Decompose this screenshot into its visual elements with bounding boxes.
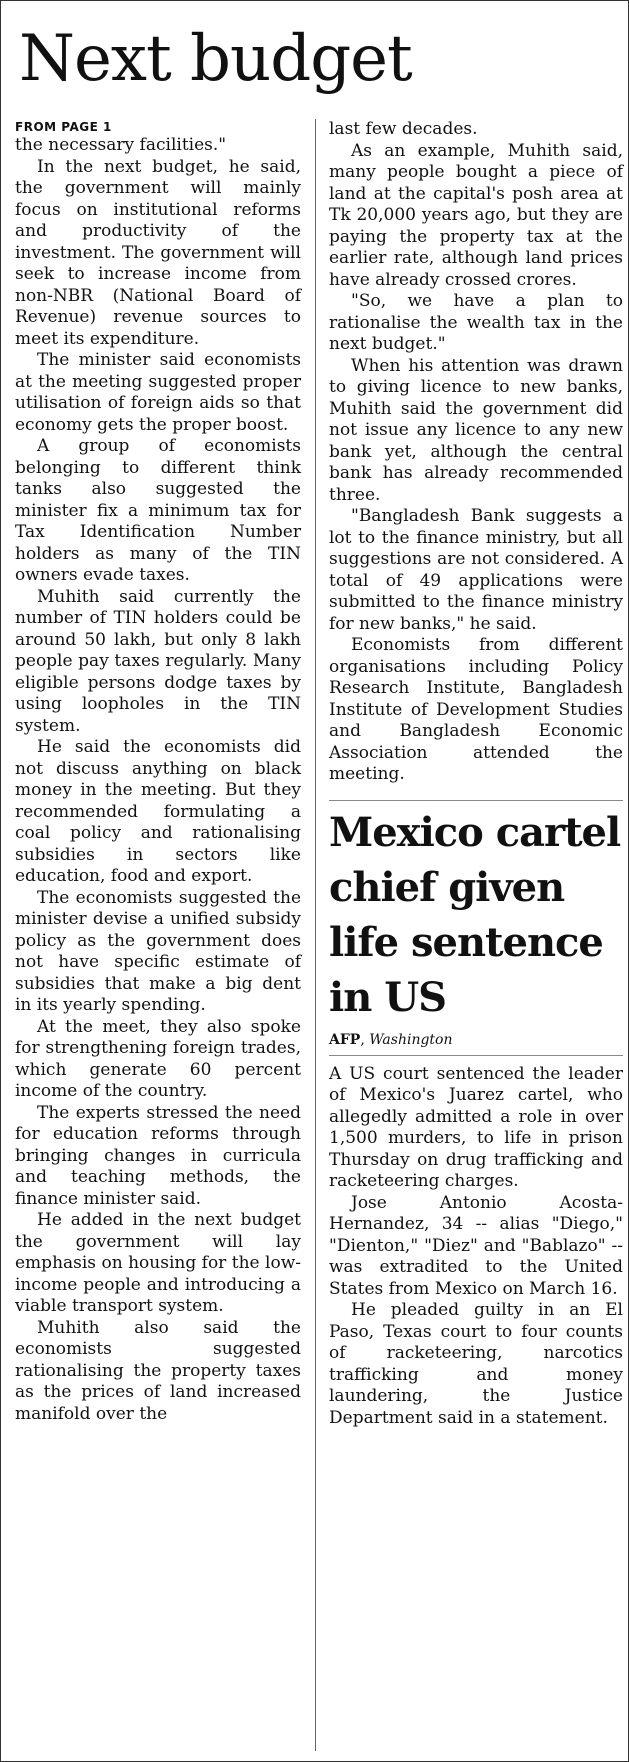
byline-place: Washington [369, 1031, 453, 1048]
page-headline: Next budget [19, 22, 412, 96]
article-paragraph: the necessary facilities." [15, 135, 227, 155]
article-paragraph: last few decades. [329, 119, 478, 139]
article-paragraph: A US court sentenced the leader of Mexico's Juarez cartel, who allegedly admitted a role in over 1,500 murders, to life in prison Thursday on drug trafficking and racketeering charges. [329, 1063, 623, 1191]
article-paragraph: The experts stressed the need for education reforms through bringing changes in curricula and teaching methods, the finance minister said. [15, 1102, 301, 1209]
article-paragraph: Jose Antonio Acosta-Hernandez, 34 -- alias "Diego," "Dienton," "Diez" and "Bablazo" -- was extradited to the United States from Mexico on March 16. [329, 1192, 623, 1299]
article-paragraph: A group of economists belonging to different think tanks also suggested the minister fix a minimum tax for Tax Identification Number holders as many of the TIN owners evade taxes. [15, 436, 301, 585]
article-paragraph: When his attention was drawn to giving licence to new banks, Muhith said the government did not issue any licence to any new bank yet, although the central bank has already recommended three. [329, 355, 623, 505]
byline-agency: AFP [329, 1031, 361, 1048]
second-story [329, 800, 623, 1430]
left-column [15, 119, 301, 1425]
article-paragraph: Muhith said currently the number of TIN holders could be around 50 lakh, but only 8 lakh people pay taxes regularly. Many eligible persons dodge taxes by using loopholes in the TIN system. [15, 586, 301, 736]
article-paragraph: As an example, Muhith said, many people bought a piece of land at the capital's posh area at Tk 20,000 years ago, but they are paying the property tax at the earlier rate, although land prices have already crossed crores. [329, 140, 623, 290]
byline: AFP, Washington [329, 1031, 623, 1056]
second-story-headline: Mexico cartel chief given life sentence in US [329, 808, 621, 1021]
article-paragraph: "So, we have a plan to rationalise the wealth tax in the next budget." [329, 291, 623, 354]
right-column [329, 119, 623, 1429]
article-paragraph: Economists from different organisations including Policy Research Institute, Bangladesh Institute of Development Studies and Bangladesh Economic Association attended the meeting. [329, 635, 623, 784]
article-paragraph: Muhith also said the economists suggested rationalising the property taxes as the prices of land increased manifold over the [15, 1317, 301, 1424]
from-page-label: FROM PAGE 1 [15, 120, 112, 134]
column-divider [315, 119, 316, 1751]
article-paragraph: He pleaded guilty in an El Paso, Texas court to four counts of racketeering, narcotics trafficking and money laundering, the Justice Department said in a statement. [329, 1300, 623, 1428]
article-paragraph: The economists suggested the minister devise a unified subsidy policy as the government does not have specific estimate of subsidies that make a big dent in its yearly spending. [15, 887, 301, 1015]
article-paragraph: He added in the next budget the government will lay emphasis on housing for the low-income people and introducing a viable transport system. [15, 1210, 301, 1316]
article-paragraph: At the meet, they also spoke for strengthening foreign trades, which generate 60 percent income of the country. [15, 1016, 301, 1101]
article-paragraph: He said the economists did not discuss anything on black money in the meeting. But they recommended formulating a coal policy and rationalising subsidies in sectors like education, food and export. [15, 737, 301, 886]
article-paragraph: "Bangladesh Bank suggests a lot to the finance ministry, but all suggestions are not considered. A total of 49 applications were submitted to the finance ministry for new banks," he said. [329, 506, 623, 634]
article-paragraph: The minister said economists at the meeting suggested proper utilisation of foreign aids so that economy gets the proper boost. [15, 350, 301, 435]
article-paragraph: In the next budget, he said, the government will mainly focus on institutional reforms and productivity of the investment. The government will seek to increase income from non-NBR (National Board of Revenue) revenue sources to meet its expenditure. [15, 156, 301, 349]
